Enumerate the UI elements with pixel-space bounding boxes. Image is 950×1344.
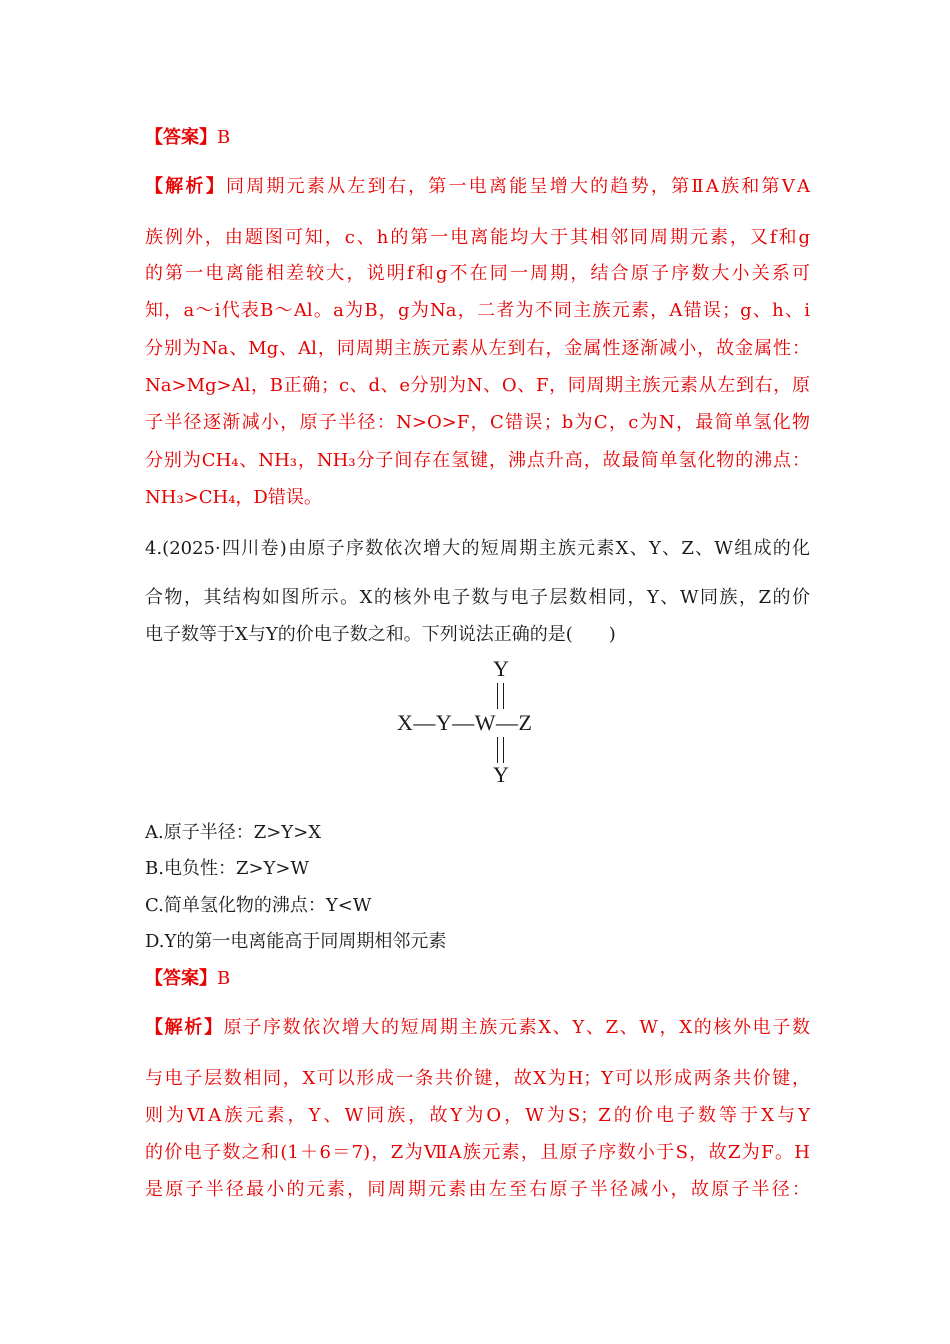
q3-analysis-line-5: 分别为Na、Mg、Al，同周期主族元素从左到右，金属性逐渐减小，故金属性：	[145, 338, 810, 359]
structure-bottom-atom: Y	[493, 762, 509, 787]
option-d: D.Y的第一电离能高于同周期相邻元素	[145, 931, 447, 952]
q3-analysis-line-6: Na>Mg>Al，B正确；c、d、e分别为N、O、F，同周期主族元素从左到右，原	[145, 375, 810, 396]
q3-analysis-line-4: 知，a～i代表B～Al。a为B，g为Na，二者为不同主族元素，A错误；g、h、i	[145, 300, 810, 321]
q4-analysis-line-2: 与电子层数相同，X可以形成一条共价键，故X为H；Y可以形成两条共价键，	[145, 1068, 810, 1089]
answer-tag: 【答案】	[145, 127, 217, 148]
q3-analysis-line-3: 的第一电离能相差较大，说明f和g不在同一周期，结合原子序数大小关系可	[145, 263, 810, 284]
answer-tag: 【答案】	[145, 968, 217, 989]
q3-analysis-line-2: 族例外，由题图可知，c、h的第一电离能均大于其相邻同周期元素，又f和g	[145, 227, 810, 248]
q3-analysis-line-9: NH₃>CH₄，D错误。	[145, 487, 322, 508]
option-a: A.原子半径：Z>Y>X	[145, 822, 322, 843]
q4-analysis-line-1: 【解析】原子序数依次增大的短周期主族元素X、Y、Z、W，X的核外电子数	[145, 1017, 810, 1038]
answer-value: B	[217, 127, 231, 148]
q4-stem-line-2: 合物，其结构如图所示。X的核外电子数与电子层数相同，Y、W同族，Z的价	[145, 587, 810, 608]
structure-figure	[395, 655, 560, 790]
q3-answer	[145, 126, 810, 150]
double-bond-top	[497, 683, 504, 709]
q4-analysis-line-3: 则为ⅥA族元素，Y、W同族，故Y为O，W为S；Z的价电子数等于X与Y	[145, 1105, 810, 1126]
answer-value: B	[217, 968, 231, 989]
option-c: C.简单氢化物的沸点：Y<W	[145, 895, 372, 916]
q3-analysis-line-7: 子半径逐渐减小，原子半径：N>O>F，C错误；b为C，c为N，最简单氢化物	[145, 412, 810, 433]
q3-analysis-line-1: 【解析】同周期元素从左到右，第一电离能呈增大的趋势，第ⅡA族和第ⅤA	[145, 176, 811, 197]
double-bond-bottom	[497, 737, 504, 763]
analysis-tag: 【解析】	[145, 176, 226, 197]
q4-answer	[145, 967, 810, 991]
q4-stem-line-1: 4.(2025·四川卷)由原子序数依次增大的短周期主族元素X、Y、Z、W组成的化	[145, 538, 810, 559]
q3-analysis-line-8: 分别为CH₄、NH₃，NH₃分子间存在氢键，沸点升高，故最简单氢化物的沸点：	[145, 450, 810, 471]
q4-analysis-line-4: 的价电子数之和(1＋6＝7)，Z为ⅦA族元素，且原子序数小于S，故Z为F。H	[145, 1142, 810, 1163]
structure-main-row: X—Y—W—Z	[397, 710, 533, 735]
option-b: B.电负性：Z>Y>W	[145, 858, 310, 879]
structure-top-atom: Y	[493, 656, 509, 681]
q4-stem-line-3: 电子数等于X与Y的价电子数之和。下列说法正确的是( )	[145, 624, 616, 645]
analysis-tag: 【解析】	[145, 1017, 224, 1038]
q4-analysis-line-5: 是原子半径最小的元素，同周期元素由左至右原子半径减小，故原子半径：	[145, 1179, 810, 1200]
